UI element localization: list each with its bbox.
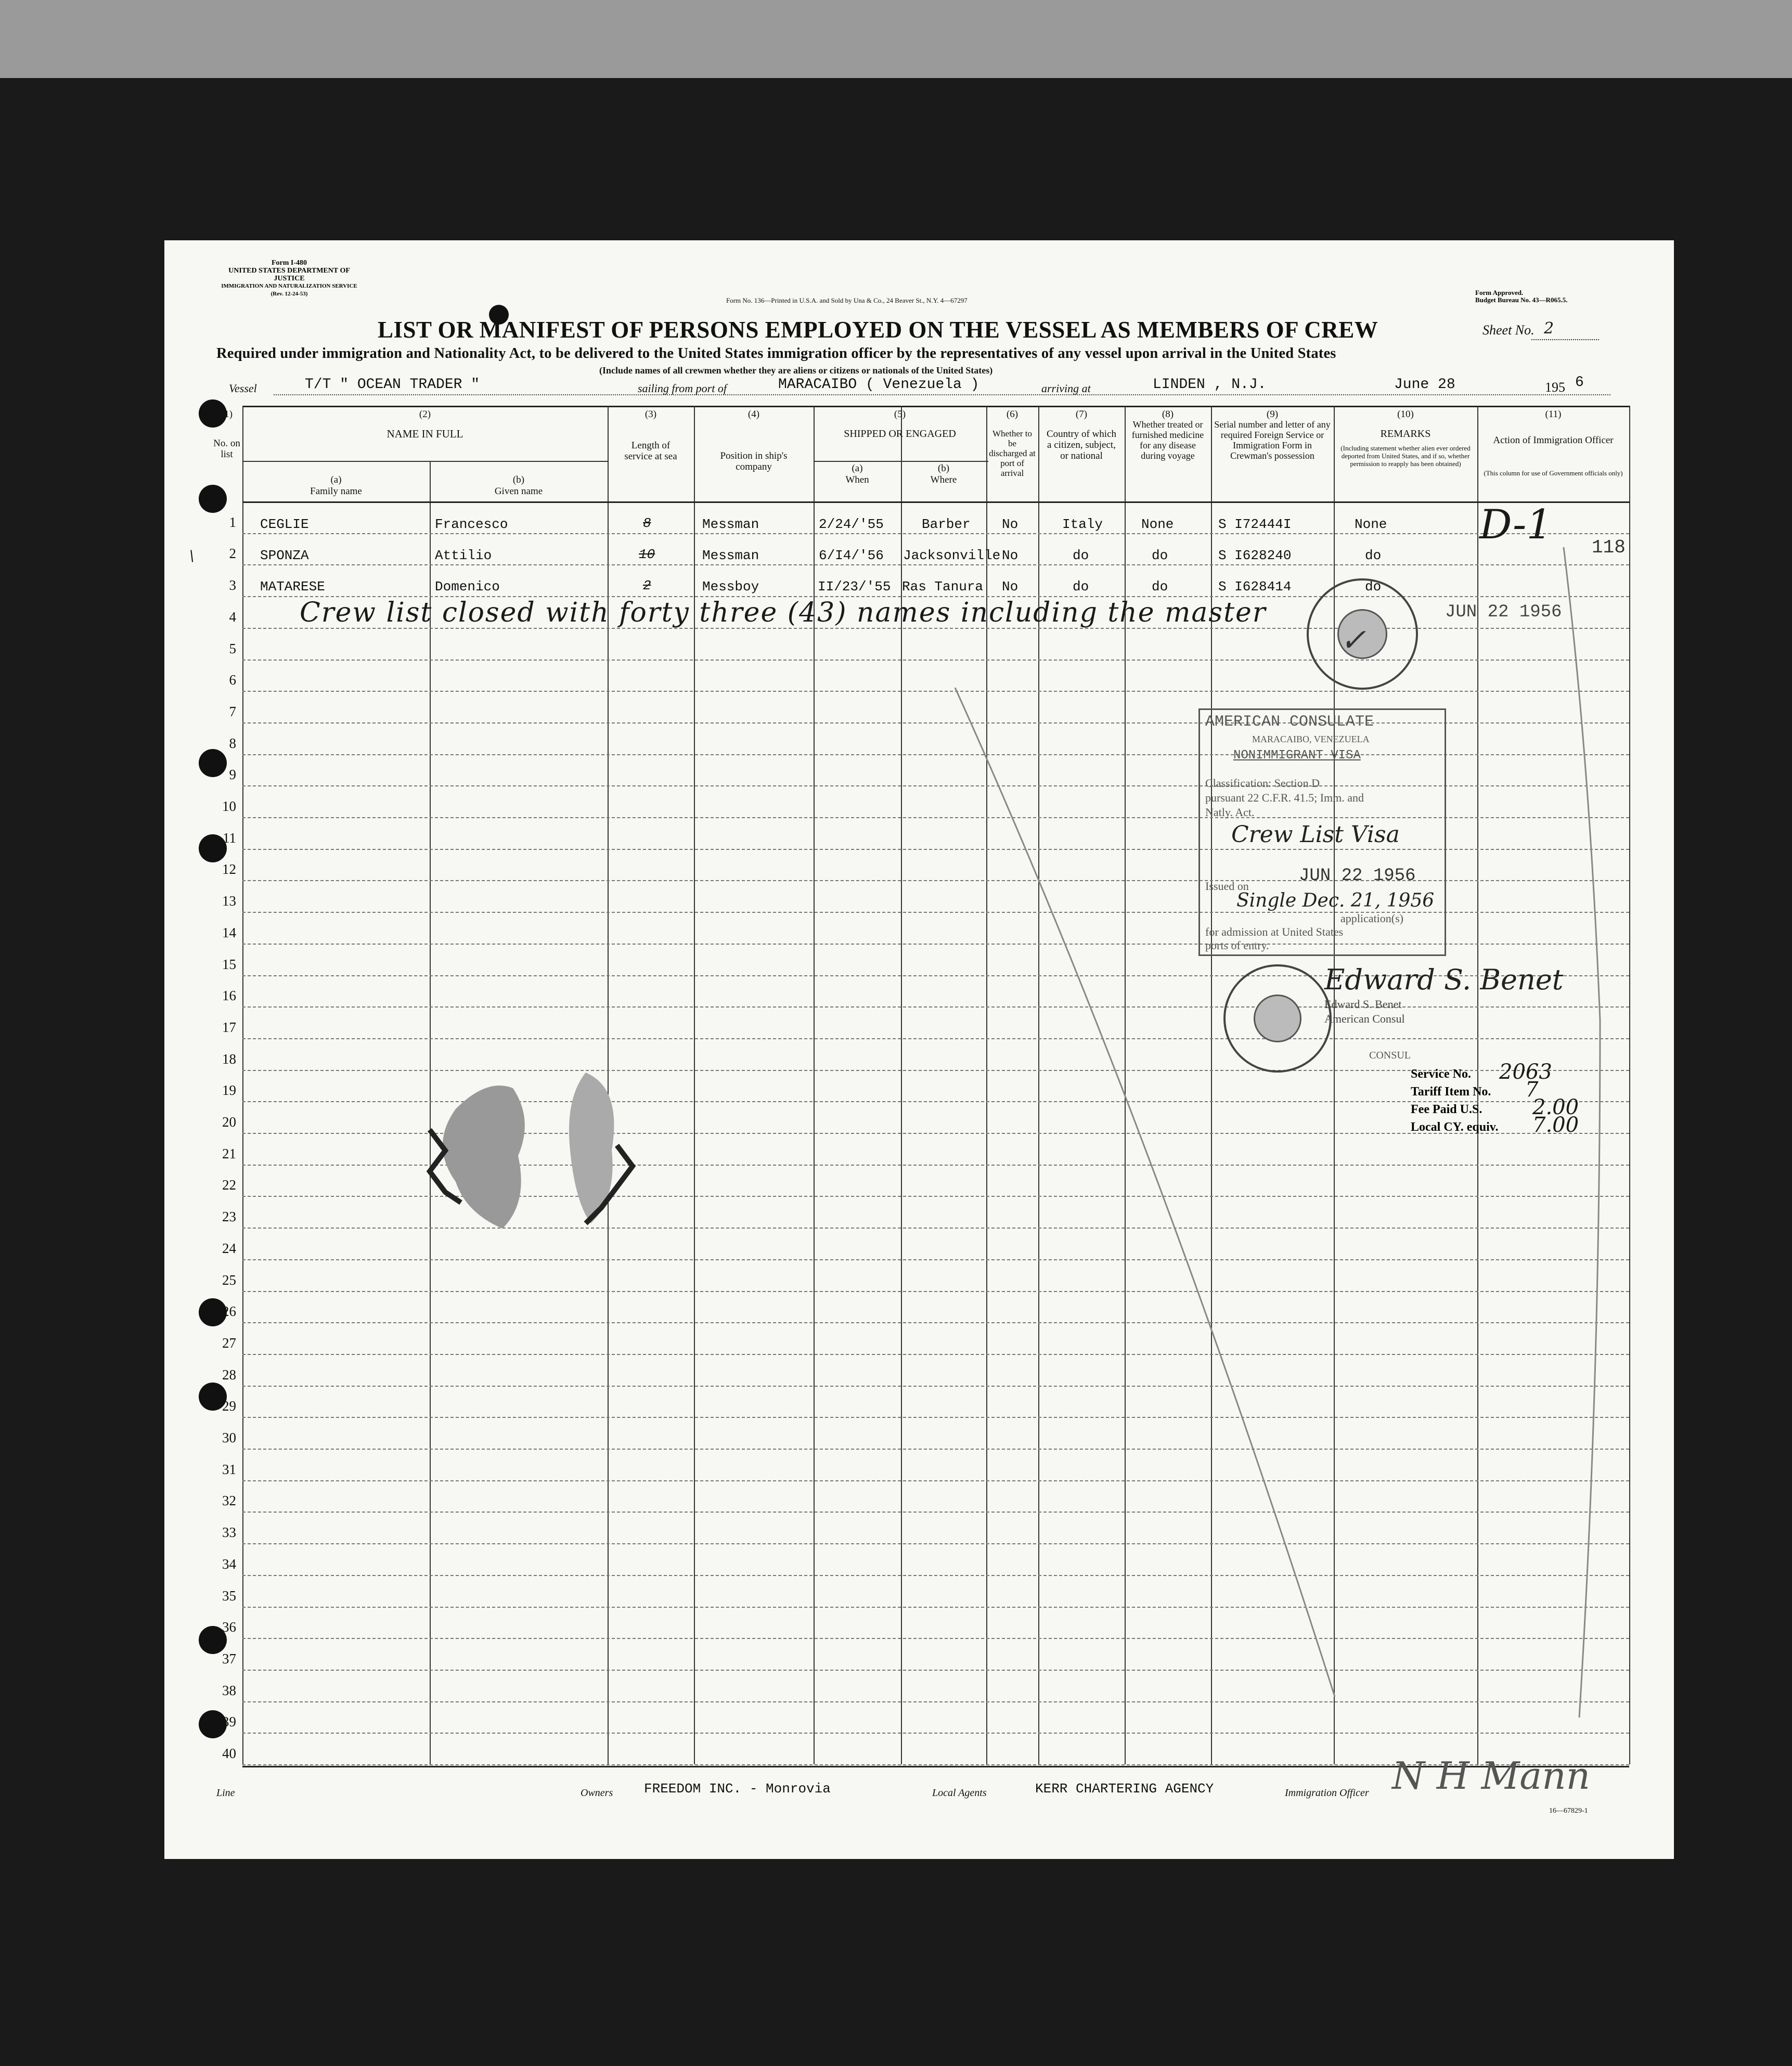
length-of-service: 2 (643, 578, 651, 593)
margin-number: 118 (1592, 537, 1626, 558)
country: do (1073, 548, 1089, 563)
col10-header: REMARKS (1380, 428, 1431, 440)
row-number: 4 (229, 609, 236, 625)
eagle-seal-icon (1254, 995, 1301, 1042)
row-number: 2 (229, 546, 236, 562)
stamp-line-5: pursuant 22 C.F.R. 41.5; Imm. and (1205, 791, 1364, 804)
row-number: 14 (222, 924, 236, 940)
consul-signature: Edward S. Benet (1324, 963, 1564, 996)
fee-value: 2.00 (1532, 1095, 1579, 1119)
given-name: Attilio (435, 548, 492, 563)
closing-note: Crew list closed with forty three (43) names including the master (300, 597, 1267, 628)
line-label: Line (216, 1787, 235, 1799)
arriving-label: arriving at (1041, 382, 1091, 395)
discharged: No (1002, 579, 1019, 595)
country: Italy (1062, 516, 1103, 532)
ink-smudge (424, 1067, 653, 1244)
col2b-header: Given name (494, 486, 543, 497)
row-number: 36 (222, 1619, 236, 1635)
vessel-label: Vessel (229, 382, 257, 395)
fee-label: Fee Paid U.S. (1411, 1103, 1482, 1116)
row-number: 28 (222, 1366, 236, 1383)
remarks: None (1355, 516, 1387, 532)
officer-label: Immigration Officer (1285, 1787, 1369, 1799)
sailing-port: MARACAIBO ( Venezuela ) (778, 377, 979, 393)
visa-handwritten: Crew List Visa (1231, 821, 1400, 848)
row-number: 24 (222, 1240, 236, 1256)
col3-header: Length of service at sea (624, 440, 677, 462)
row2-tick: \ (189, 547, 195, 564)
position: Messman (702, 548, 759, 563)
row-number: 12 (222, 861, 236, 877)
agency-name: UNITED STATES DEPARTMENT OF JUSTICE (228, 267, 350, 282)
issued-label: Issued on (1205, 880, 1249, 893)
stamp-line-2: MARACAIBO, VENEZUELA (1252, 734, 1370, 744)
shipped-where: Ras Tanura (902, 579, 984, 595)
row-number: 19 (222, 1082, 236, 1099)
action-mark: D-1 (1479, 501, 1552, 548)
year-digit: 6 (1575, 375, 1584, 391)
row-number: 10 (222, 798, 236, 814)
validity-text-3: ports of entry. (1205, 939, 1269, 952)
row-number: 38 (222, 1682, 236, 1698)
col11-note: (This column for use of Government officials only) (1484, 469, 1623, 477)
arrival-date: June 28 (1394, 377, 1455, 393)
serial-number: S I628240 (1218, 548, 1292, 563)
local-value: 7.00 (1532, 1113, 1579, 1137)
fees-block (1411, 1060, 1629, 1138)
row-number: 37 (222, 1650, 236, 1667)
shipped-when: II/23/'55 (818, 579, 891, 595)
col5a-header: When (845, 474, 869, 485)
shipped-when: 6/I4/'56 (819, 548, 884, 563)
row-number: 25 (222, 1272, 236, 1288)
position: Messman (702, 516, 759, 532)
discharged: No (1002, 516, 1019, 532)
printer-line: Form No. 136—Printed in U.S.A. and Sold by Una & Co., 24 Beaver St., N.Y. 4—67297 (726, 296, 968, 304)
treated: do (1152, 579, 1168, 595)
validity-text: application(s) (1340, 912, 1403, 925)
given-name: Domenico (435, 579, 500, 595)
shipped-when: 2/24/'55 (819, 516, 884, 532)
row-number: 40 (222, 1746, 236, 1761)
col2a-header: Family name (310, 486, 362, 497)
serial-number: S I628414 (1218, 579, 1292, 595)
col11-header: Action of Immigration Officer (1493, 435, 1614, 446)
row-number: 16 (222, 988, 236, 1004)
owners-label: Owners (581, 1787, 613, 1799)
sheet-label: Sheet No. (1482, 322, 1535, 338)
row-number: 33 (222, 1525, 236, 1541)
agents-value: KERR CHARTERING AGENCY (1035, 1781, 1214, 1797)
shipped-where: Jacksonville (903, 548, 1001, 563)
form-subtitle-note: (Include names of all crewmen whether they are aliens or citizens or nationals of the United States) (599, 365, 993, 376)
vessel-name: T/T " OCEAN TRADER " (305, 377, 480, 393)
stamp-line-3: NONIMMIGRANT VISA (1233, 748, 1361, 763)
col10-num: (10) (1397, 409, 1414, 420)
arriving-port: LINDEN , N.J. (1153, 377, 1267, 393)
consul-footer: CONSUL (1369, 1050, 1411, 1061)
tariff-value: 7 (1525, 1078, 1539, 1102)
row-number: 9 (229, 767, 236, 783)
col6-num: (6) (1006, 409, 1019, 420)
col5-header: SHIPPED OR ENGAGED (844, 428, 956, 440)
discharged: No (1002, 548, 1019, 563)
treated: None (1141, 516, 1174, 532)
stamp-line-6: Natly. Act. (1205, 806, 1255, 819)
row-number: 6 (229, 672, 236, 688)
col11-num: (11) (1545, 409, 1562, 420)
col2a-num: (a) (330, 474, 342, 485)
row-number: 7 (229, 703, 236, 719)
consul-title: American Consul (1324, 1012, 1405, 1025)
row-number: 22 (222, 1177, 236, 1193)
row-number: 31 (222, 1461, 236, 1477)
date-stamp: JUN 22 1956 (1445, 602, 1562, 622)
service-name: IMMIGRATION AND NATURALIZATION SERVICE (221, 283, 357, 289)
form-number: Form I-480 (271, 259, 307, 267)
col9-num: (9) (1266, 409, 1279, 420)
initials: ✓ (1340, 622, 1366, 658)
family-name: CEGLIE (260, 516, 309, 532)
col3-num: (3) (644, 409, 657, 420)
row-number: 29 (222, 1398, 236, 1414)
row-number: 32 (222, 1493, 236, 1509)
service-label: Service No. (1411, 1067, 1471, 1081)
col2b-num: (b) (512, 474, 525, 485)
row-number: 26 (222, 1303, 236, 1320)
sailing-label: sailing from port of (638, 382, 727, 395)
country: do (1073, 579, 1089, 595)
row-number: 34 (222, 1556, 236, 1572)
row-number: 27 (222, 1335, 236, 1351)
col6-header: Whether to be discharged at port of arrival (989, 429, 1036, 478)
stamp-line-1: AMERICAN CONSULATE (1205, 713, 1374, 731)
row-number: 13 (222, 893, 236, 909)
given-name: Francesco (435, 516, 508, 532)
shipped-where: Barber (922, 516, 971, 532)
col1-header: No. on list (213, 438, 240, 460)
remarks: do (1365, 579, 1382, 595)
col5b-header: Where (930, 474, 957, 485)
stamp-line-4: Classification: Section D (1205, 777, 1320, 790)
row-number: 30 (222, 1430, 236, 1445)
col8-header: Whether treated or furnished medicine for any disease during voyage (1131, 419, 1204, 461)
issued-date: JUN 22 1956 (1299, 866, 1416, 886)
row-number: 3 (229, 577, 236, 593)
agents-label: Local Agents (932, 1787, 987, 1799)
col9-header: Serial number and letter of any required Foreign Service or Immigration Form in Crewman's possession (1214, 419, 1331, 461)
row-number: 1 (229, 514, 236, 530)
row-number: 8 (229, 735, 236, 751)
form-title: LIST OR MANIFEST OF PERSONS EMPLOYED ON THE VESSEL AS MEMBERS OF CREW (378, 317, 1378, 343)
manifest-sheet (164, 240, 1674, 1859)
pencil-marks (164, 240, 1674, 1859)
col7-num: (7) (1075, 409, 1088, 420)
row-number: 11 (223, 830, 236, 846)
length-of-service: 10 (639, 547, 655, 562)
row-number: 23 (222, 1209, 236, 1225)
col5a-num: (a) (852, 463, 863, 474)
row-number: 17 (222, 1019, 236, 1035)
validity-handwritten: Single Dec. 21, 1956 (1236, 890, 1435, 911)
budget-line: Budget Bureau No. 43—R065.5. (1475, 296, 1568, 304)
row-number: 20 (222, 1114, 236, 1130)
remarks: do (1365, 548, 1382, 563)
owners-value: FREEDOM INC. - Monrovia (644, 1781, 831, 1797)
row-number: 5 (229, 640, 236, 656)
approval-line: Form Approved. (1475, 289, 1524, 296)
row-number: 21 (222, 1145, 236, 1161)
position: Messboy (702, 579, 759, 595)
year-prefix: 195 (1545, 380, 1565, 395)
col4-header: Position in ship's company (720, 450, 788, 472)
row-number: 18 (222, 1051, 236, 1067)
row-number: 15 (222, 956, 236, 972)
tariff-label: Tariff Item No. (1411, 1085, 1491, 1099)
length-of-service: 8 (643, 515, 651, 531)
validity-text-2: for admission at United States (1205, 925, 1344, 938)
consul-name: Edward S. Benet (1324, 998, 1402, 1011)
local-label: Local CY. equiv. (1411, 1120, 1499, 1134)
col8-num: (8) (1162, 409, 1174, 420)
col7-header: Country of which a citizen, subject, or national (1046, 429, 1117, 461)
col2-header: NAME IN FULL (386, 428, 463, 440)
row-number: 39 (222, 1714, 236, 1730)
col1-num: (1) (221, 409, 233, 420)
col5b-num: (b) (937, 463, 950, 474)
consular-seal-2 (1223, 964, 1332, 1073)
col2-num: (2) (419, 409, 431, 420)
consulate-visa-stamp (1198, 708, 1446, 956)
footer-code: 16—67829-1 (1549, 1807, 1588, 1815)
row-number: 35 (222, 1587, 236, 1604)
family-name: MATARESE (260, 579, 325, 595)
officer-signature: N H Mann (1392, 1754, 1590, 1798)
col4-num: (4) (747, 409, 760, 420)
sheet-number: 2 (1544, 319, 1554, 338)
serial-number: S I72444I (1218, 516, 1292, 532)
col10-note: (Including statement whether alien ever ordered deported from United States, and if so, whether permission to reapply has been obtained) (1340, 444, 1471, 468)
service-value: 2063 (1499, 1060, 1552, 1084)
family-name: SPONZA (260, 548, 309, 563)
treated: do (1152, 548, 1168, 563)
revision-date: (Rev. 12-24-53) (270, 291, 308, 297)
col5-num: (5) (894, 409, 906, 420)
form-subtitle: Required under immigration and Nationality Act, to be delivered to the United States immigration officer by the representatives of any vessel upon arrival in the United States (216, 345, 1336, 361)
